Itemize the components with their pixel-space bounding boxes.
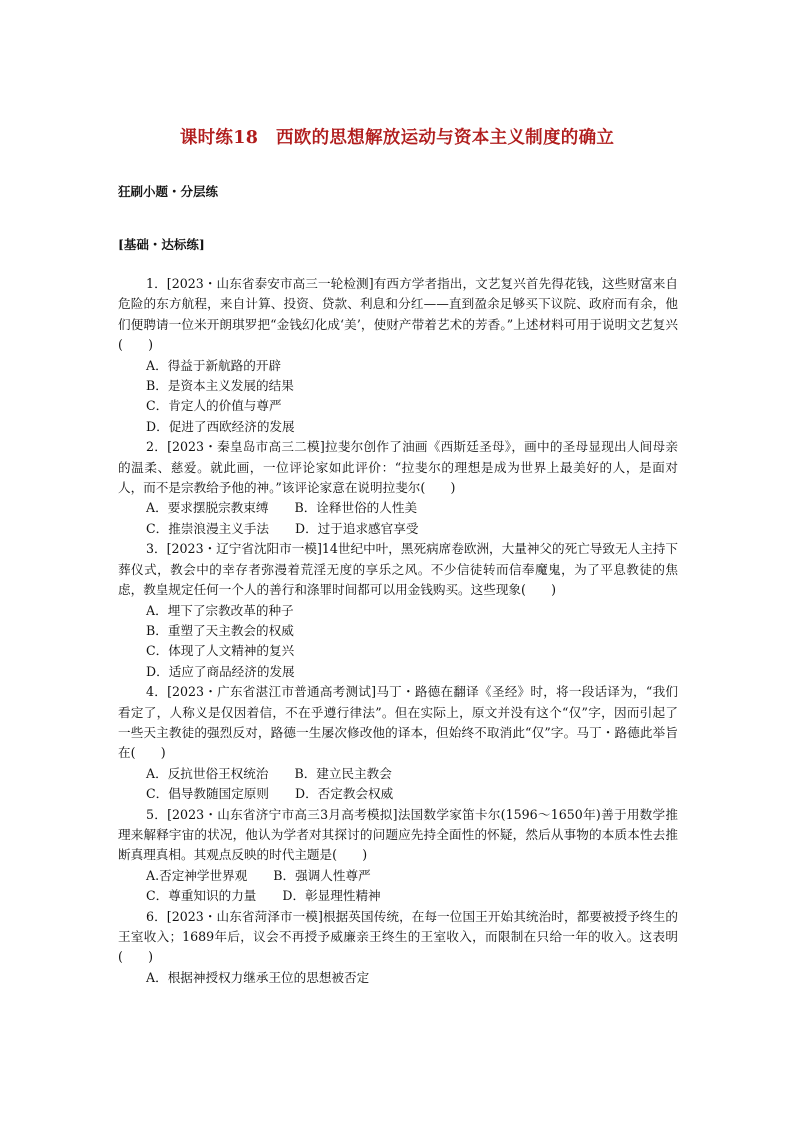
option-row: [118, 866, 678, 886]
option-row: [118, 764, 678, 784]
option-a: A．埋下了宗教改革的种子: [146, 602, 294, 618]
option-a: A．得益于新航路的开辟: [146, 357, 282, 373]
option-c: C．肯定人的价值与尊严: [146, 398, 282, 414]
option-a: A．要求摆脱宗教束缚: [146, 500, 269, 516]
option-d: D．否定教会权威: [294, 786, 394, 802]
question-1: [118, 274, 678, 437]
question-4: [118, 682, 678, 804]
question-list: [118, 274, 678, 988]
option-b: B．建立民主教会: [294, 765, 392, 781]
option-row: [118, 784, 678, 804]
option-row: [118, 886, 678, 906]
page-title: 课时练18 西欧的思想解放运动与资本主义制度的确立: [179, 128, 615, 148]
option-a: A.否定神学世界观: [146, 867, 248, 883]
option-row: [118, 498, 678, 518]
question-stem: 6．[2023・山东省菏泽市一模]根据英国传统，在每一位国王开始其统治时，都要被授予终生的王室收入；1689年后，议会不再授予威廉亲王终生的王室收入，而限制在只给一年的收入。这表明( ): [118, 908, 678, 965]
option-b: B．强调人性尊严: [273, 867, 371, 883]
question-6: [118, 907, 678, 989]
question-stem: 4．[2023・广东省湛江市普通高考测试]马丁・路德在翻译《圣经》时，将一段话译为，“我们看定了，人称义是仅因着信，不在乎遵行律法”。但在实际上，原文并没有这个“仅”字，因而引起了一些天主教徒的强烈反对，路德一生屡次修改他的译本，但始终不取消此“仅”字。马丁・路德此举旨在( ): [118, 684, 678, 761]
section-heading: [基础・达标练]: [118, 237, 205, 252]
option-b: B．是资本主义发展的结果: [146, 378, 294, 394]
question-stem: 3．[2023・辽宁省沈阳市一模]14世纪中叶，黑死病席卷欧洲，大量神父的死亡导致无人主持下葬仪式，教会中的幸存者弥漫着荒淫无度的享乐之风。不少信徒转而信奉魔鬼，为了平息教徒的焦虑，教皇规定任何一个人的善行和涤罪时间都可以用金钱购买。这些现象( ): [118, 541, 678, 598]
option-d: D．促进了西欧经济的发展: [146, 418, 295, 434]
option-d: D．过于追求感官享受: [294, 520, 419, 536]
question-stem: 1．[2023・山东省泰安市高三一轮检测]有西方学者指出，文艺复兴首先得花钱，这些财富来自危险的东方航程，来自计算、投资、贷款、利息和分红——直到盈余足够买下议院、政府而有余，他们便聘请一位米开朗琪罗把“金钱幻化成‘美’，使财产带着艺术的芳香。”上述材料可用于说明文艺复兴( ): [118, 276, 678, 353]
option-d: D．适应了商品经济的发展: [146, 663, 295, 679]
option-c: C．推崇浪漫主义手法: [146, 520, 269, 536]
question-stem: 5．[2023・山东省济宁市高三3月高考模拟]法国数学家笛卡尔(1596～1650年)善于用数学推理来解释宇宙的状况，他认为学者对其探讨的问题应先持全面性的怀疑，然后从事物的本质本性去推断真理真相。其观点反映的时代主题是( ): [118, 806, 678, 863]
question-2: [118, 437, 678, 539]
option-a: A．反抗世俗王权统治: [146, 765, 269, 781]
option-b: B．重塑了天主教会的权威: [146, 622, 294, 638]
option-row: [118, 519, 678, 539]
subtitle: 狂刷小题・分层练: [118, 184, 219, 199]
option-a: A．根据神授权力继承王位的思想被否定: [146, 969, 370, 985]
option-c: C．体现了人文精神的复兴: [146, 643, 295, 659]
option-c: C．倡导教随国定原则: [146, 786, 269, 802]
option-b: B．诠释世俗的人性美: [294, 500, 418, 516]
question-3: [118, 539, 678, 682]
option-d: D．彰显理性精神: [282, 888, 381, 904]
option-c: C．尊重知识的力量: [146, 888, 257, 904]
question-stem: 2．[2023・秦皇岛市高三二模]拉斐尔创作了油画《西斯廷圣母》，画中的圣母显现出人间母亲的温柔、慈爱。就此画，一位评论家如此评价：“拉斐尔的理想是成为世界上最美好的人，是面对人，而不是宗教给予他的神。”该评论家意在说明拉斐尔( ): [118, 439, 678, 496]
question-5: [118, 805, 678, 907]
